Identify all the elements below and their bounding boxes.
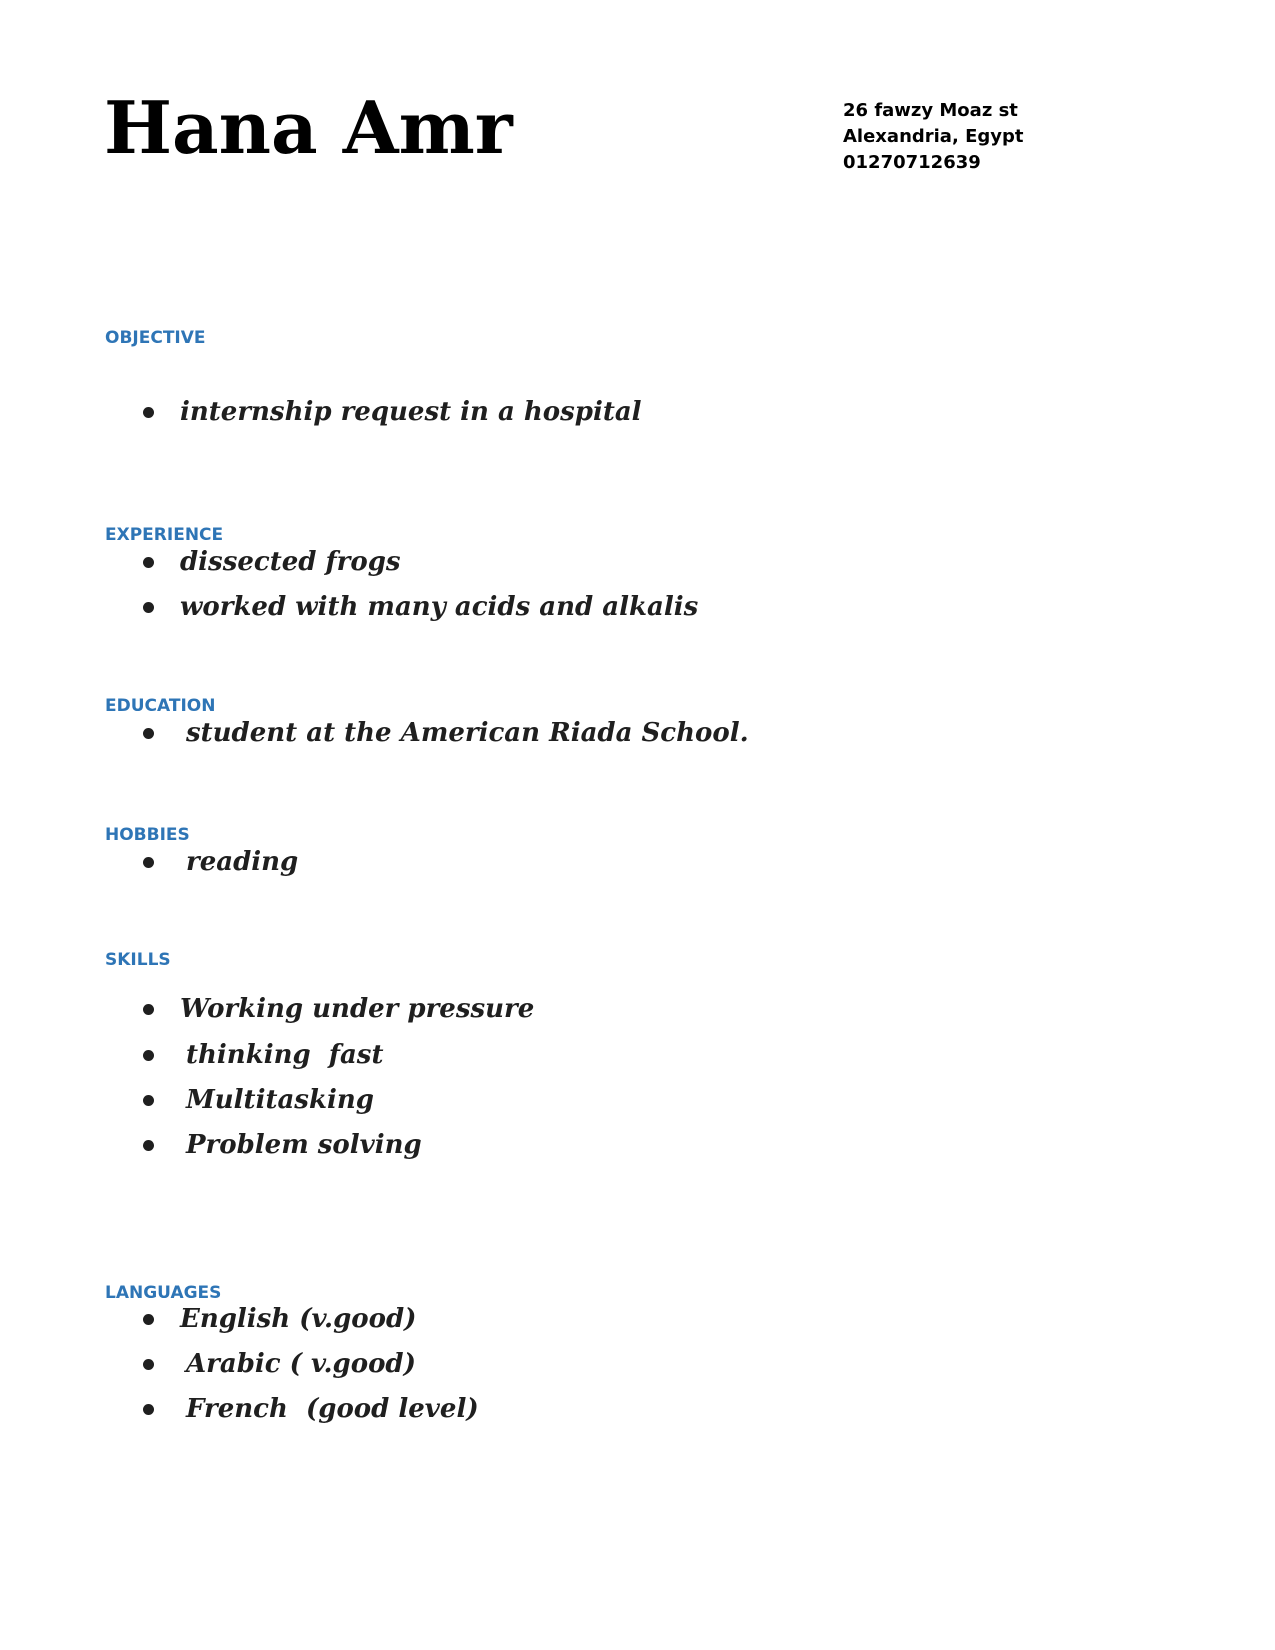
list-item-education: student at the American Riada School. xyxy=(186,718,749,748)
contact-block xyxy=(843,98,1023,176)
section-heading-experience: EXPERIENCE xyxy=(105,525,224,545)
bullet-icon xyxy=(143,407,154,418)
bullet-icon xyxy=(143,557,154,568)
bullet-icon xyxy=(143,1359,154,1370)
list-item-skill: thinking fast xyxy=(186,1040,384,1070)
bullet-icon xyxy=(143,1404,154,1415)
list-item-skill: Multitasking xyxy=(186,1085,374,1115)
list-item-skill: Working under pressure xyxy=(180,994,535,1024)
section-heading-objective: OBJECTIVE xyxy=(105,328,206,348)
section-heading-skills: SKILLS xyxy=(105,950,171,970)
bullet-icon xyxy=(143,857,154,868)
list-item-language: English (v.good) xyxy=(180,1304,417,1334)
address-line-2: Alexandria, Egypt xyxy=(843,126,1024,147)
list-item-language: French (good level) xyxy=(186,1394,479,1424)
phone-number: 01270712639 xyxy=(843,152,981,173)
list-item-hobby: reading xyxy=(186,847,299,877)
bullet-icon xyxy=(143,728,154,739)
bullet-icon xyxy=(143,602,154,613)
bullet-icon xyxy=(143,1050,154,1061)
candidate-name: Hana Amr xyxy=(104,85,513,170)
bullet-icon xyxy=(143,1095,154,1106)
address-line-1: 26 fawzy Moaz st xyxy=(843,100,1018,121)
section-heading-hobbies: HOBBIES xyxy=(105,825,190,845)
bullet-icon xyxy=(143,1314,154,1325)
section-heading-languages: LANGUAGES xyxy=(105,1283,222,1303)
list-item-language: Arabic ( v.good) xyxy=(186,1349,416,1379)
list-item-objective: internship request in a hospital xyxy=(180,397,642,427)
bullet-icon xyxy=(143,1140,154,1151)
section-heading-education: EDUCATION xyxy=(105,696,216,716)
bullet-icon xyxy=(143,1004,154,1015)
list-item-skill: Problem solving xyxy=(186,1130,422,1160)
list-item-experience: dissected frogs xyxy=(180,547,401,577)
list-item-experience: worked with many acids and alkalis xyxy=(180,592,699,622)
